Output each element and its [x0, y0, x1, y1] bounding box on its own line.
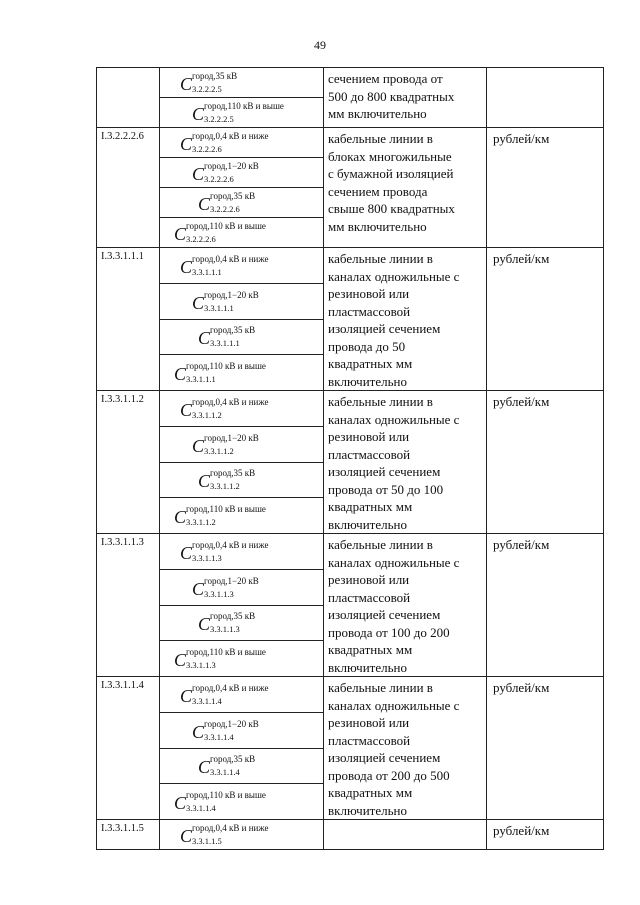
symbol-superscript: город,110 кВ и выше	[186, 361, 266, 372]
cost-symbol-cell	[160, 534, 324, 570]
symbol-superscript: город,110 кВ и выше	[186, 221, 266, 231]
symbol-subscript: 3.3.1.1.3	[192, 552, 222, 563]
description-line: квадратных мм	[328, 785, 413, 800]
description-line: свыше 800 квадратных	[328, 201, 455, 216]
cost-symbol: C	[180, 399, 193, 420]
row-unit	[487, 248, 604, 391]
description-line: пластмассовой	[328, 446, 411, 462]
description-line: каналах одножильные с	[328, 268, 460, 284]
cost-symbol-cell	[160, 462, 324, 498]
cost-symbol: C	[198, 471, 211, 492]
cost-symbol: C	[180, 256, 193, 277]
cost-symbol-cell	[160, 98, 324, 128]
unit-label: рублей/км	[493, 131, 550, 146]
description-line: провода от 100 до 200	[328, 624, 450, 640]
symbol-subscript: 3.3.1.1.5	[192, 836, 222, 846]
symbol-superscript: город,1−20 кВ	[204, 575, 259, 586]
unit-label: рублей/км	[493, 680, 550, 695]
symbol-superscript: город,0,4 кВ и ниже	[192, 823, 269, 833]
cost-symbol: C	[174, 364, 187, 385]
unit-label: рублей/км	[493, 537, 550, 552]
cost-symbol-cell	[160, 218, 324, 248]
cost-symbol-cell	[160, 355, 324, 391]
description-line: каналах одножильные с	[328, 697, 460, 713]
row-unit	[487, 391, 604, 534]
symbol-superscript: город,0,4 кВ и ниже	[192, 539, 269, 550]
symbol-superscript: город,35 кВ	[210, 611, 256, 622]
row-unit	[487, 534, 604, 677]
description-line: пластмассовой	[328, 589, 411, 605]
cost-symbol: C	[180, 826, 193, 846]
description-line: изоляцией сечением	[328, 607, 441, 622]
cost-symbol-cell	[160, 712, 324, 748]
description-line: резиновой или	[328, 429, 410, 444]
row-description	[324, 677, 487, 820]
symbol-subscript: 3.2.2.2.6	[210, 204, 240, 214]
table-row	[97, 68, 604, 98]
cost-symbol-cell	[160, 641, 324, 677]
table-row	[97, 677, 604, 713]
cost-symbol: C	[174, 793, 187, 814]
cost-symbol-cell	[160, 426, 324, 462]
symbol-subscript: 3.3.1.1.4	[192, 695, 222, 706]
description-line: кабельные линии в	[328, 537, 433, 552]
description-line: квадратных мм	[328, 642, 413, 657]
description-line: мм включительно	[328, 218, 427, 234]
symbol-subscript: 3.3.1.1.1	[210, 338, 240, 349]
symbol-subscript: 3.2.2.2.6	[192, 144, 222, 154]
cost-symbol: C	[198, 194, 211, 214]
symbol-superscript: город,1−20 кВ	[204, 161, 259, 171]
table-row	[97, 391, 604, 427]
description-line: 500 до 800 квадратных	[328, 88, 455, 104]
description-line: кабельные линии в	[328, 680, 433, 695]
cost-symbol: C	[198, 328, 211, 349]
symbol-superscript: город,110 кВ и выше	[186, 504, 266, 515]
cost-symbol: C	[192, 164, 205, 184]
symbol-superscript: город,35 кВ	[210, 754, 256, 765]
symbol-superscript: город,0,4 кВ и ниже	[192, 396, 269, 407]
cost-symbol: C	[174, 650, 187, 671]
symbol-superscript: город,110 кВ и выше	[186, 647, 266, 658]
symbol-subscript: 3.3.1.1.3	[204, 588, 234, 599]
cost-symbol-cell	[160, 820, 324, 850]
symbol-superscript: город,0,4 кВ и ниже	[192, 253, 269, 264]
description-line: включительно	[328, 802, 407, 818]
symbol-subscript: 3.3.1.1.2	[192, 409, 222, 420]
row-code: I.3.3.1.1.5	[97, 820, 160, 850]
description-line: кабельные линии в	[328, 131, 433, 146]
row-code: I.3.3.1.1.3	[97, 534, 160, 677]
description-line: кабельные линии в	[328, 394, 433, 409]
symbol-subscript: 3.3.1.1.3	[210, 624, 240, 635]
cost-symbol-cell	[160, 128, 324, 158]
cost-symbol-cell	[160, 188, 324, 218]
symbol-superscript: город,1−20 кВ	[204, 289, 259, 300]
symbol-subscript: 3.2.2.2.5	[204, 114, 234, 124]
cost-symbol-cell	[160, 68, 324, 98]
symbol-superscript: город,35 кВ	[210, 325, 256, 336]
description-line: сечением провода	[328, 183, 428, 199]
description-line: провода до 50	[328, 338, 406, 354]
description-line: мм включительно	[328, 106, 427, 121]
description-line: пластмассовой	[328, 732, 411, 748]
symbol-superscript: город,1−20 кВ	[204, 432, 259, 443]
cost-symbol-cell	[160, 319, 324, 355]
row-code: I.3.2.2.2.6	[97, 128, 160, 248]
symbol-superscript: город,0,4 кВ и ниже	[192, 131, 269, 141]
cost-symbol-cell	[160, 569, 324, 605]
cost-symbol: C	[192, 104, 205, 124]
symbol-superscript: город,110 кВ и выше	[186, 790, 266, 801]
cost-symbol-cell	[160, 248, 324, 284]
row-unit	[487, 677, 604, 820]
symbol-subscript: 3.3.1.1.4	[204, 731, 234, 742]
symbol-subscript: 3.3.1.1.1	[192, 266, 222, 277]
cost-symbol: C	[174, 224, 187, 244]
symbol-superscript: город,1−20 кВ	[204, 718, 259, 729]
unit-label: рублей/км	[493, 394, 550, 409]
description-line: включительно	[328, 659, 407, 675]
description-line: изоляцией сечением	[328, 464, 441, 479]
cost-symbol: C	[192, 578, 205, 599]
description-line: провода от 50 до 100	[328, 481, 444, 497]
table-row	[97, 534, 604, 570]
cost-symbol: C	[198, 757, 211, 778]
row-code: I.3.3.1.1.4	[97, 677, 160, 820]
symbol-superscript: город,35 кВ	[210, 191, 256, 201]
unit-label	[487, 68, 603, 71]
symbol-subscript: 3.3.1.1.1	[204, 302, 234, 313]
symbol-subscript: 3.3.1.1.1	[186, 374, 216, 385]
cost-symbol: C	[192, 721, 205, 742]
description-line: включительно	[328, 516, 407, 532]
symbol-subscript: 3.2.2.2.6	[204, 174, 234, 184]
row-unit	[487, 68, 604, 128]
symbol-superscript: город,35 кВ	[210, 468, 256, 479]
row-code: I.3.3.1.1.1	[97, 248, 160, 391]
symbol-subscript: 3.3.1.1.3	[186, 660, 216, 671]
description-line: каналах одножильные с	[328, 554, 460, 570]
unit-label: рублей/км	[493, 823, 550, 838]
cost-symbol: C	[198, 614, 211, 635]
symbol-superscript: город,0,4 кВ и ниже	[192, 682, 269, 693]
cost-symbol: C	[180, 542, 193, 563]
row-description	[324, 128, 487, 248]
cost-symbol-cell	[160, 498, 324, 534]
symbol-subscript: 3.3.1.1.4	[186, 803, 216, 814]
symbol-superscript: город,110 кВ и выше	[204, 101, 284, 111]
cost-symbol-cell	[160, 391, 324, 427]
cost-symbol-cell	[160, 748, 324, 784]
cost-symbol: C	[174, 507, 187, 528]
description-line: резиновой или	[328, 715, 410, 730]
row-description	[324, 68, 487, 128]
description-line: с бумажной изоляцией	[328, 166, 454, 181]
symbol-subscript: 3.3.1.1.4	[210, 767, 240, 778]
description-line: пластмассовой	[328, 303, 411, 319]
page-number: 49	[314, 38, 326, 52]
row-description	[324, 248, 487, 391]
description-line: квадратных мм	[328, 356, 413, 371]
description-line: резиновой или	[328, 286, 410, 301]
description-line: изоляцией сечением	[328, 321, 441, 336]
table-row	[97, 248, 604, 284]
cost-symbol-cell	[160, 158, 324, 188]
tariff-table-body	[97, 68, 604, 850]
unit-label: рублей/км	[493, 251, 550, 266]
symbol-subscript: 3.3.1.1.2	[210, 481, 240, 492]
cost-symbol: C	[192, 292, 205, 313]
description-line: включительно	[328, 373, 407, 389]
cost-symbol: C	[192, 435, 205, 456]
cost-symbol: C	[180, 134, 193, 154]
cost-symbol-cell	[160, 784, 324, 820]
row-unit	[487, 820, 604, 850]
symbol-subscript: 3.3.1.1.2	[204, 445, 234, 456]
symbol-subscript: 3.3.1.1.2	[186, 517, 216, 528]
row-unit	[487, 128, 604, 248]
row-code: I.3.3.1.1.2	[97, 391, 160, 534]
description-line: кабельные линии в	[328, 251, 433, 266]
description-line: блоках многожильные	[328, 148, 452, 164]
cost-symbol: C	[180, 74, 193, 94]
cost-symbol-cell	[160, 605, 324, 641]
cost-symbol-cell	[160, 677, 324, 713]
description-line: каналах одножильные с	[328, 411, 460, 427]
row-code	[97, 68, 160, 128]
row-description	[324, 391, 487, 534]
description-line: сечением провода от	[328, 71, 443, 86]
symbol-subscript: 3.2.2.2.6	[186, 234, 216, 244]
cost-symbol: C	[180, 685, 193, 706]
symbol-subscript: 3.2.2.2.5	[192, 84, 222, 94]
table-row	[97, 128, 604, 158]
description-line: провода от 200 до 500	[328, 767, 450, 783]
cost-symbol-cell	[160, 283, 324, 319]
table-row	[97, 820, 604, 850]
symbol-superscript: город,35 кВ	[192, 71, 238, 81]
description-line: резиновой или	[328, 572, 410, 587]
description-line: квадратных мм	[328, 499, 413, 514]
row-description	[324, 820, 487, 850]
tariff-table	[96, 67, 604, 850]
row-description	[324, 534, 487, 677]
description-line: изоляцией сечением	[328, 750, 441, 765]
